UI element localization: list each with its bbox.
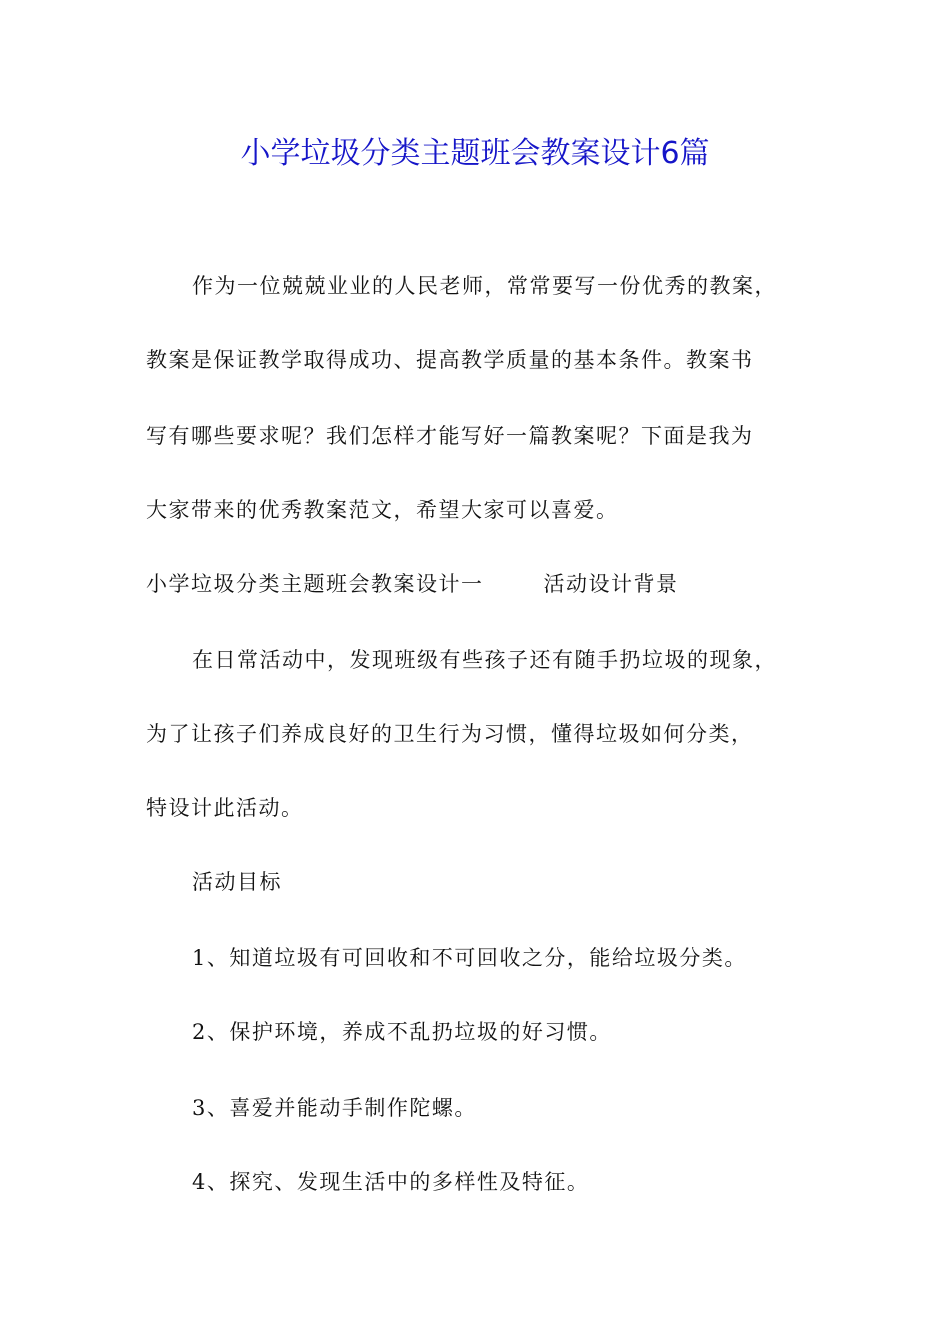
goals-heading: 活动目标 [192, 870, 282, 894]
section-subheading: 活动设计背景 [543, 572, 679, 596]
goal-item-2: 2、保护环境，养成不乱扔垃圾的好习惯。 [192, 1020, 612, 1044]
intro-line-1: 作为一位兢兢业业的人民老师，常常要写一份优秀的教案， [192, 274, 777, 298]
intro-line-2: 教案是保证教学取得成功、提高教学质量的基本条件。教案书 [146, 348, 754, 372]
goal-item-3: 3、喜爱并能动手制作陀螺。 [192, 1096, 477, 1120]
section-heading: 小学垃圾分类主题班会教案设计一 [146, 572, 484, 596]
background-line-2: 为了让孩子们养成良好的卫生行为习惯，懂得垃圾如何分类， [146, 722, 754, 746]
section-heading-row [146, 568, 679, 600]
goal-item-1: 1、知道垃圾有可回收和不可回收之分，能给垃圾分类。 [192, 946, 747, 970]
document-title: 小学垃圾分类主题班会教案设计6篇 [240, 136, 710, 171]
background-line-3: 特设计此活动。 [146, 796, 304, 820]
goal-item-4: 4、探究、发现生活中的多样性及特征。 [192, 1170, 590, 1194]
background-line-1: 在日常活动中，发现班级有些孩子还有随手扔垃圾的现象， [192, 648, 777, 672]
intro-line-4: 大家带来的优秀教案范文，希望大家可以喜爱。 [146, 498, 619, 522]
intro-line-3: 写有哪些要求呢？我们怎样才能写好一篇教案呢？下面是我为 [146, 424, 754, 448]
